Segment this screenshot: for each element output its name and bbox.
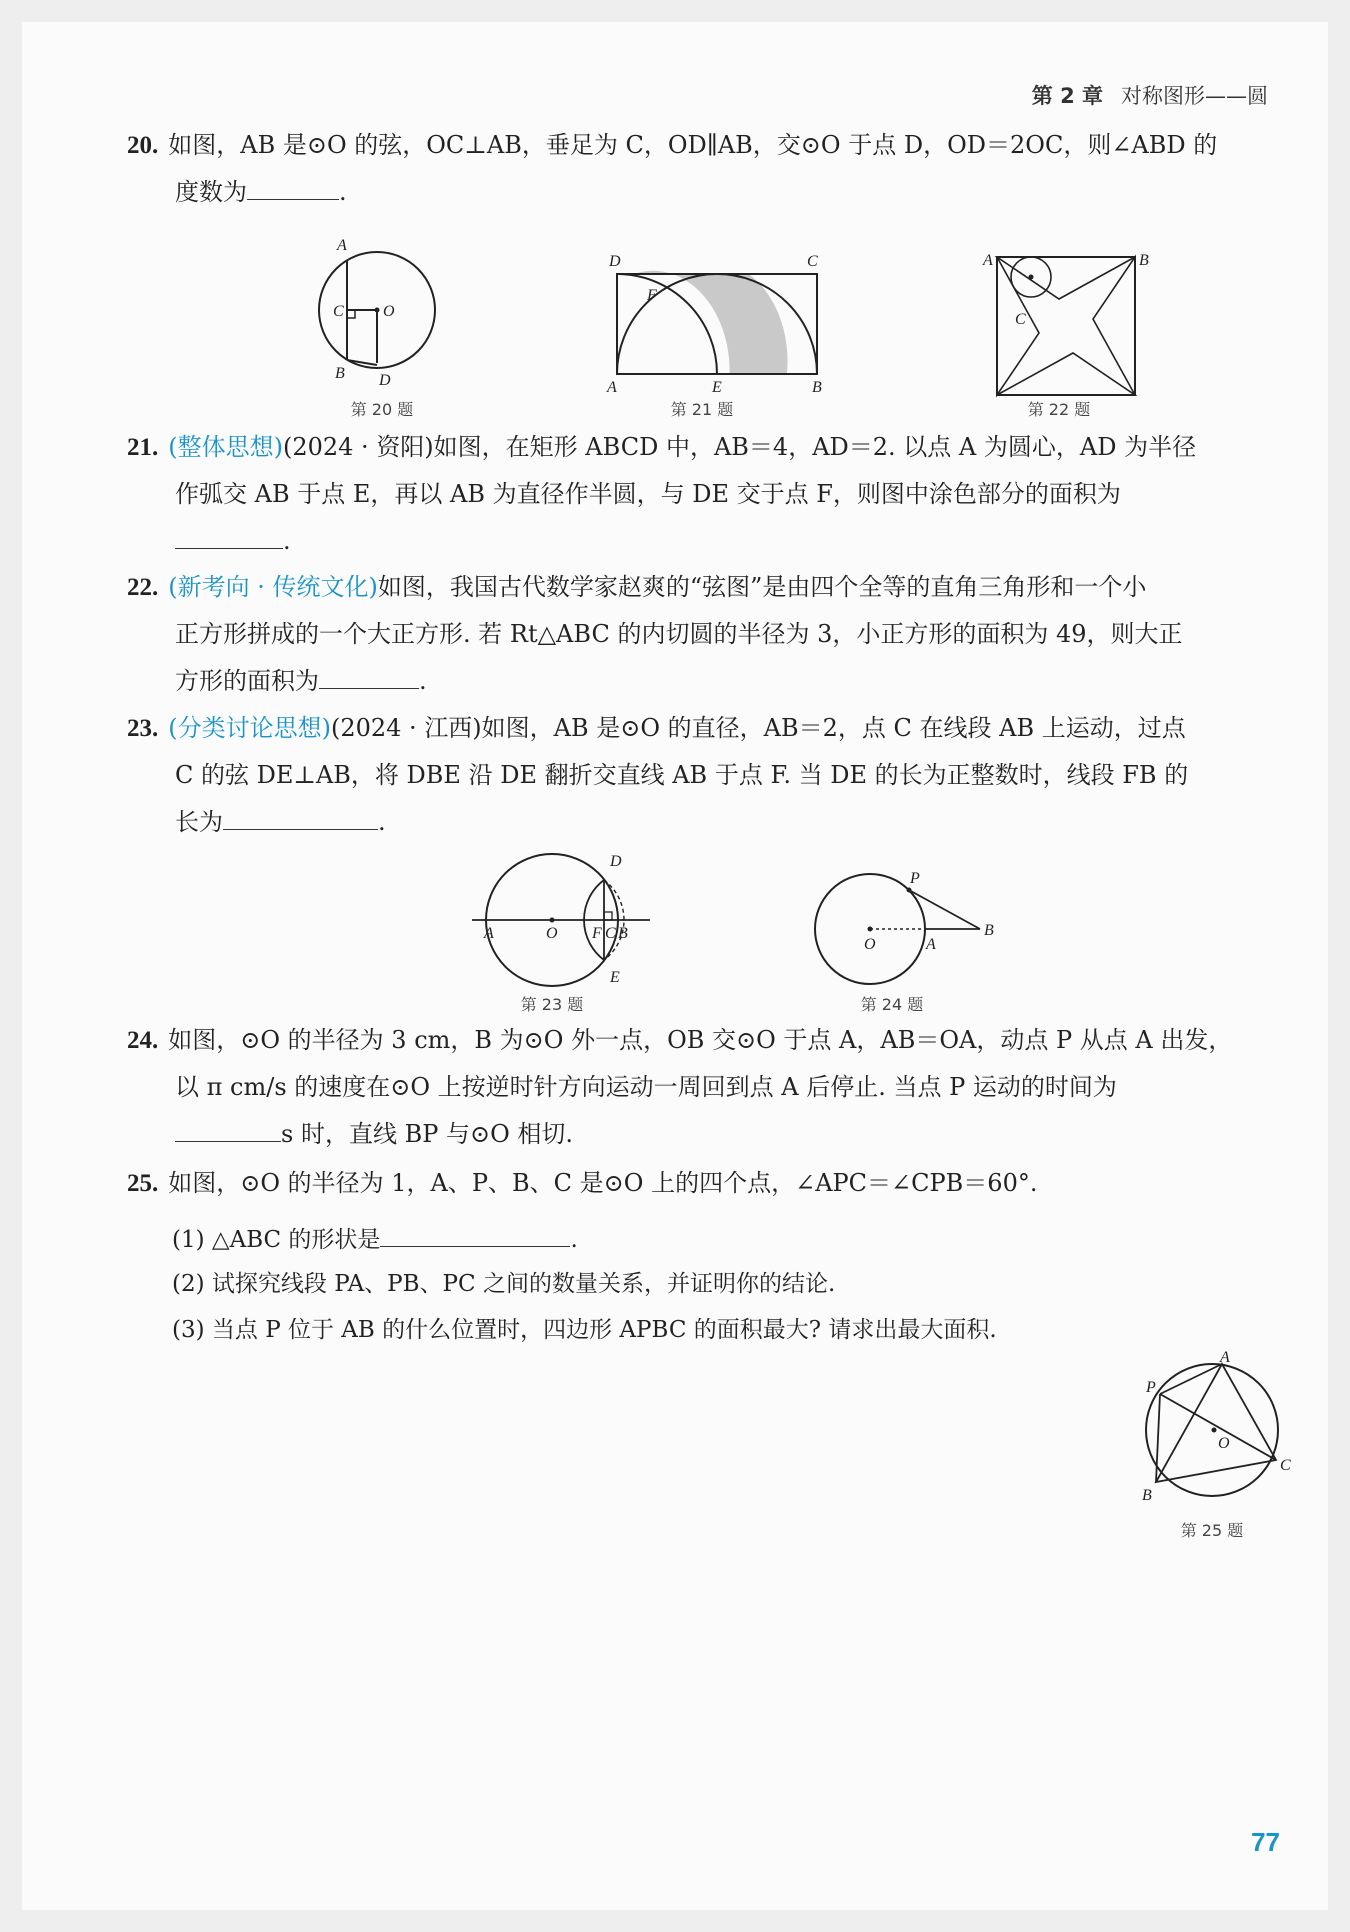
- question-text: .: [419, 667, 427, 695]
- question-text: .: [378, 808, 386, 836]
- label-b: B: [335, 365, 345, 382]
- question-text: 如图，⊙O 的半径为 1，A、P、B、C 是⊙O 上的四个点，∠APC＝∠CPB＝60°.: [168, 1169, 1038, 1197]
- question-tag: (整体思想): [168, 433, 283, 461]
- answer-blank[interactable]: [380, 1218, 570, 1247]
- question-text: 作弧交 AB 于点 E，再以 AB 为直径作半圆，与 DE 交于点 F，则图中涂色部分的面积为: [175, 480, 1121, 508]
- figure-20-caption: 第 20 题: [350, 400, 414, 419]
- label-c: C: [1280, 1457, 1291, 1474]
- question-text: .: [283, 527, 291, 555]
- question-number: 24.: [127, 1027, 159, 1054]
- question-text: (2024 · 江西)如图，AB 是⊙O 的直径，AB＝2，点 C 在线段 AB 上运动，过点: [330, 714, 1186, 742]
- question-text: 正方形拼成的一个大正方形. 若 Rt△ABC 的内切圆的半径为 3，小正方形的面积为 49，则大正: [175, 620, 1183, 648]
- question-text: 如图，⊙O 的半径为 3 cm，B 为⊙O 外一点，OB 交⊙O 于点 A，AB＝OA，动点 P 从点 A 出发，: [168, 1026, 1233, 1054]
- question-text: 长为: [175, 808, 223, 836]
- answer-blank[interactable]: [223, 801, 378, 830]
- figure-24: [802, 867, 1012, 987]
- question-tag: (新考向 · 传统文化): [168, 573, 378, 601]
- question-number: 22.: [127, 574, 159, 601]
- question-25-part-2: (2) 试探究线段 PA、PB、PC 之间的数量关系，并证明你的结论.: [172, 1271, 836, 1297]
- question-number: 23.: [127, 715, 159, 742]
- label-o: O: [383, 303, 395, 320]
- label-a: A: [983, 252, 993, 269]
- label-c: C: [333, 303, 344, 320]
- question-21: [127, 424, 1287, 565]
- figure-23: [462, 850, 652, 990]
- label-o: O: [546, 925, 558, 942]
- question-text: 如图，AB 是⊙O 的弦，OC⊥AB，垂足为 C，OD∥AB，交⊙O 于点 D，OD＝2OC，则∠ABD 的: [168, 131, 1218, 159]
- figure-24-caption: 第 24 题: [860, 995, 924, 1014]
- question-text: 如图，我国古代数学家赵爽的“弦图”是由四个全等的直角三角形和一个小: [377, 573, 1147, 601]
- label-f: F: [647, 287, 657, 304]
- question-20: [127, 122, 1287, 216]
- label-c: C: [1015, 311, 1026, 328]
- sub-question-text: .: [570, 1227, 578, 1253]
- label-c: C: [807, 253, 818, 270]
- figure-25: [1122, 1349, 1302, 1504]
- question-text: s 时，直线 BP 与⊙O 相切.: [281, 1120, 574, 1148]
- page: [22, 22, 1328, 1910]
- label-f: F: [592, 925, 602, 942]
- label-e: E: [712, 379, 722, 396]
- label-a: A: [1220, 1349, 1230, 1366]
- answer-blank[interactable]: [319, 660, 419, 689]
- question-text: 方形的面积为: [175, 667, 319, 695]
- question-number: 21.: [127, 434, 159, 461]
- figure-22: [967, 247, 1149, 397]
- question-25: [127, 1160, 1287, 1207]
- label-p: P: [910, 870, 920, 887]
- label-o: O: [1218, 1435, 1230, 1452]
- answer-blank[interactable]: [175, 1113, 281, 1142]
- question-number: 25.: [127, 1170, 159, 1197]
- question-tag: (分类讨论思想): [168, 714, 331, 742]
- label-d: D: [610, 853, 622, 870]
- question-number: 20.: [127, 132, 159, 159]
- question-text: .: [339, 178, 347, 206]
- label-a: A: [484, 925, 494, 942]
- label-b: B: [618, 925, 628, 942]
- label-d: D: [379, 372, 391, 389]
- figure-22-caption: 第 22 题: [1027, 400, 1091, 419]
- label-p: P: [1146, 1379, 1156, 1396]
- figure-25-caption: 第 25 题: [1180, 1521, 1244, 1540]
- label-c: C: [605, 925, 616, 942]
- answer-blank[interactable]: [175, 520, 283, 549]
- figure-20: [307, 230, 447, 390]
- question-text: 以 π cm/s 的速度在⊙O 上按逆时针方向运动一周回到点 A 后停止. 当点 P 运动的时间为: [175, 1073, 1117, 1101]
- chapter-label: 第 2 章: [1031, 84, 1103, 108]
- figure-21: [587, 244, 822, 396]
- question-text: 度数为: [175, 178, 247, 206]
- question-22: [127, 564, 1287, 705]
- question-25-part-1: [172, 1218, 578, 1260]
- label-b: B: [1142, 1487, 1152, 1504]
- figure-23-caption: 第 23 题: [520, 995, 584, 1014]
- label-a: A: [607, 379, 617, 396]
- answer-blank[interactable]: [247, 171, 339, 200]
- page-number: 77: [1251, 1827, 1280, 1857]
- running-header: [1032, 80, 1268, 110]
- sub-question-text: (1) △ABC 的形状是: [172, 1227, 381, 1253]
- chapter-title: 对称图形——圆: [1121, 84, 1268, 108]
- label-o: O: [864, 936, 876, 953]
- question-text: C 的弦 DE⊥AB，将 DBE 沿 DE 翻折交直线 AB 于点 F. 当 DE 的长为正整数时，线段 FB 的: [175, 761, 1189, 789]
- label-b: B: [984, 922, 994, 939]
- label-a: A: [926, 936, 936, 953]
- label-a: A: [337, 237, 347, 254]
- label-d: D: [609, 253, 621, 270]
- question-23: [127, 705, 1287, 846]
- question-24: [127, 1017, 1287, 1158]
- label-b: B: [812, 379, 822, 396]
- label-e: E: [610, 969, 620, 986]
- question-text: (2024 · 资阳)如图，在矩形 ABCD 中，AB＝4，AD＝2. 以点 A 为圆心，AD 为半径: [282, 433, 1197, 461]
- question-25-part-3: (3) 当点 P 位于 AB 的什么位置时，四边形 APBC 的面积最大? 请求出最大面积.: [172, 1317, 997, 1343]
- figure-21-caption: 第 21 题: [670, 400, 734, 419]
- label-b: B: [1139, 252, 1149, 269]
